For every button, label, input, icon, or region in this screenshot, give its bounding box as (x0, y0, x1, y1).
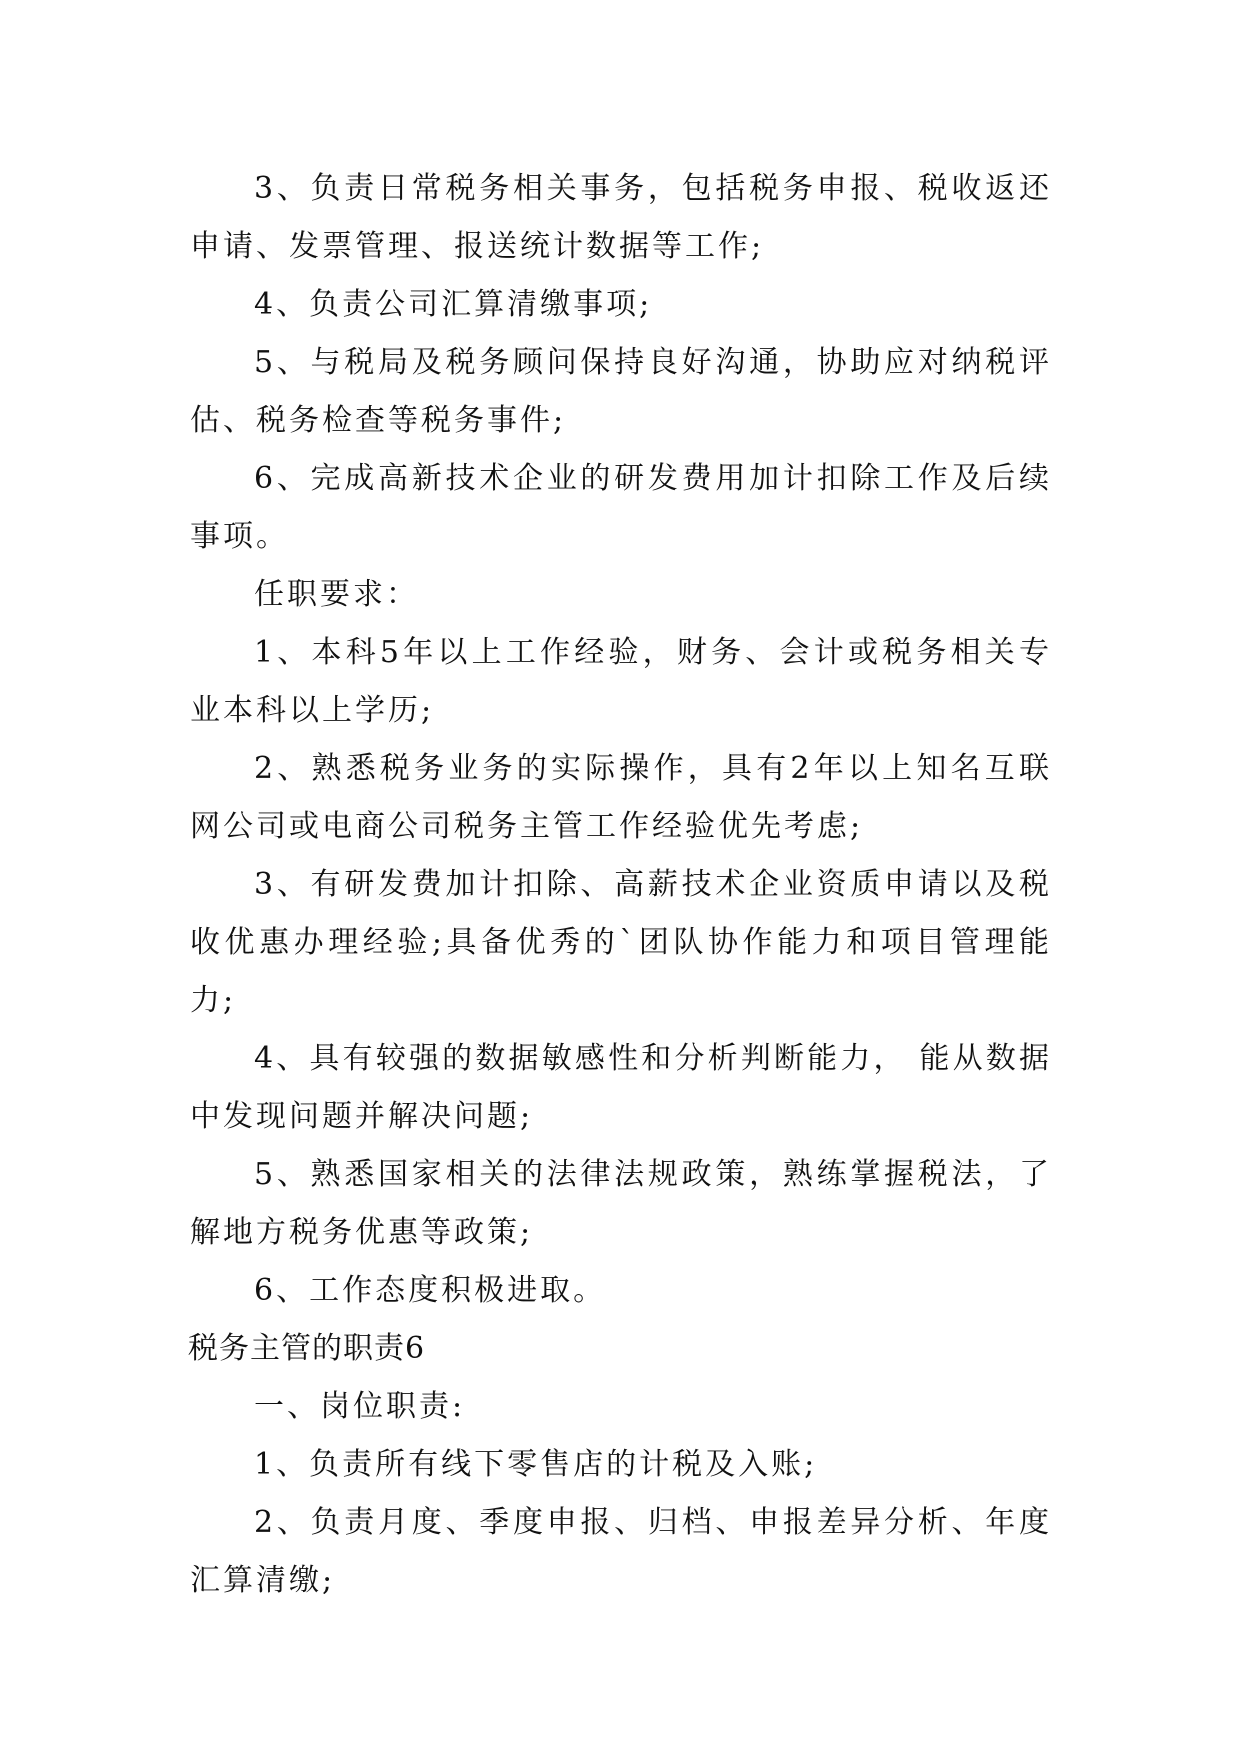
paragraph-duty-5: 5、与税局及税务顾问保持良好沟通，协助应对纳税评估、税务检查等税务事件; (190, 345, 1052, 438)
paragraph-new-duty-2: 2、负责月度、季度申报、归档、申报差异分析、年度汇算清缴; (190, 1505, 1052, 1598)
document-body (190, 160, 1052, 1610)
paragraph-req-1: 1、本科5年以上工作经验，财务、会计或税务相关专业本科以上学历; (190, 635, 1052, 728)
paragraph-new-duty-1: 1、负责所有线下零售店的计税及入账; (254, 1447, 818, 1482)
section-title: 税务主管的职责6 (188, 1331, 426, 1366)
requirements-heading: 任职要求： (254, 577, 419, 612)
paragraph-req-6: 6、工作态度积极进取。 (254, 1273, 607, 1308)
paragraph-duty-4: 4、负责公司汇算清缴事项; (254, 287, 653, 322)
paragraph-duty-3: 3、负责日常税务相关事务，包括税务申报、税收返还申请、发票管理、报送统计数据等工作; (190, 171, 1052, 264)
paragraph-duty-6: 6、完成高新技术企业的研发费用加计扣除工作及后续事项。 (190, 461, 1052, 554)
paragraph-req-2: 2、熟悉税务业务的实际操作，具有2年以上知名互联网公司或电商公司税务主管工作经验优先考虑; (190, 751, 1052, 844)
paragraph-req-5: 5、熟悉国家相关的法律法规政策，熟练掌握税法，了解地方税务优惠等政策; (190, 1157, 1052, 1250)
job-duties-heading: 一、岗位职责: (254, 1389, 466, 1424)
paragraph-req-4: 4、具有较强的数据敏感性和分析判断能力， 能从数据中发现问题并解决问题; (190, 1041, 1052, 1134)
paragraph-req-3: 3、有研发费加计扣除、高薪技术企业资质申请以及税收优惠办理经验;具备优秀的`团队协作能力和项目管理能力; (190, 867, 1052, 1018)
